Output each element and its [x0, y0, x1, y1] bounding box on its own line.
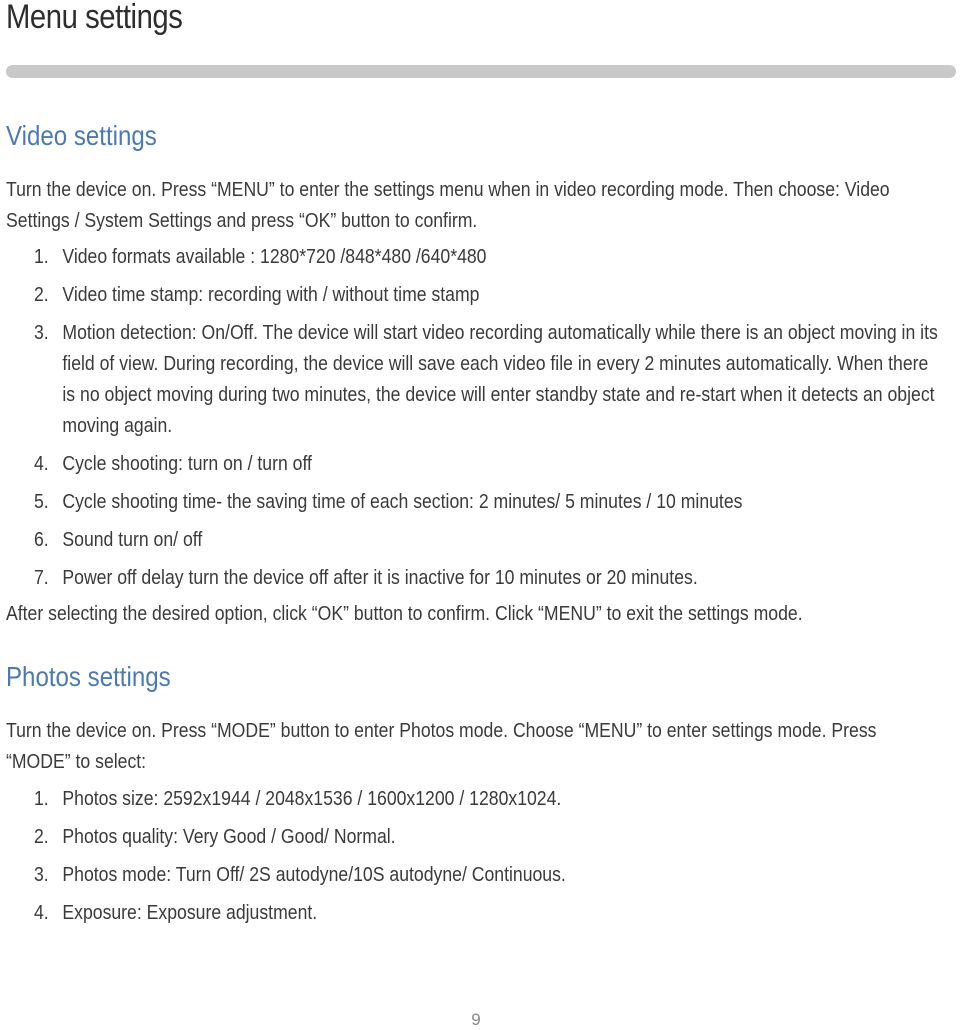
list-item-text: Cycle shooting time- the saving time of each section: 2 minutes/ 5 minutes / 10 minutes — [62, 490, 743, 513]
list-item-number: 5. — [34, 490, 49, 513]
list-item-number: 4. — [34, 901, 49, 924]
list-item — [34, 486, 946, 517]
list-item-number: 1. — [34, 787, 49, 810]
list-item-number: 3. — [34, 863, 49, 886]
title-divider — [6, 65, 956, 78]
list-item — [34, 524, 946, 555]
list-item-text: Video time stamp: recording with / without time stamp — [62, 283, 480, 306]
list-item-text: Photos mode: Turn Off/ 2S autodyne/10S autodyne/ Continuous. — [62, 863, 566, 886]
list-item-text: Sound turn on/ off — [62, 528, 203, 551]
list-item — [34, 241, 946, 272]
photos-settings-heading: Photos settings — [6, 661, 171, 692]
list-item — [34, 448, 946, 479]
photos-settings-list — [34, 783, 946, 928]
list-item-text: Video formats available : 1280*720 /848*480 /640*480 — [62, 245, 487, 268]
list-item-text: Power off delay turn the device off after it is inactive for 10 minutes or 20 minutes. — [62, 566, 698, 589]
list-item-number: 7. — [34, 566, 49, 589]
video-settings-intro: Turn the device on. Press “MENU” to enter the settings menu when in video recording mode. Then choose: Video Settings / System Settings and press “OK” button to confirm. — [6, 178, 890, 232]
video-settings-list — [34, 241, 946, 593]
video-settings-outro: After selecting the desired option, click “OK” button to confirm. Click “MENU” to exit the settings mode. — [6, 602, 803, 625]
photos-settings-intro: Turn the device on. Press “MODE” button to enter Photos mode. Choose “MENU” to enter settings mode. Press “MODE” to select: — [6, 719, 877, 773]
list-item — [34, 859, 946, 890]
list-item-text: Exposure: Exposure adjustment. — [62, 901, 318, 924]
list-item-number: 1. — [34, 245, 49, 268]
page-title: Menu settings — [6, 0, 183, 36]
list-item — [34, 897, 946, 928]
list-item-number: 3. — [34, 321, 49, 344]
list-item — [34, 562, 946, 593]
list-item — [34, 821, 946, 852]
list-item — [34, 279, 946, 310]
list-item — [34, 783, 946, 814]
page-number: 9 — [471, 1010, 481, 1029]
list-item-number: 4. — [34, 452, 49, 475]
list-item-text: Photos quality: Very Good / Good/ Normal. — [62, 825, 396, 848]
list-item-number: 6. — [34, 528, 49, 551]
list-item-number: 2. — [34, 825, 49, 848]
video-settings-heading: Video settings — [6, 120, 157, 151]
list-item-text: Motion detection: On/Off. The device will start video recording automatically while there is an object moving in its field of view. During recording, the device will save each video file in every 2 minutes automatically. When there is no object moving during two minutes, the device will enter standby state and re-start when it detects an object moving again. — [62, 321, 938, 437]
list-item — [34, 317, 946, 441]
list-item-text: Cycle shooting: turn on / turn off — [62, 452, 312, 475]
list-item-text: Photos size: 2592x1944 / 2048x1536 / 1600x1200 / 1280x1024. — [62, 787, 562, 810]
list-item-number: 2. — [34, 283, 49, 306]
